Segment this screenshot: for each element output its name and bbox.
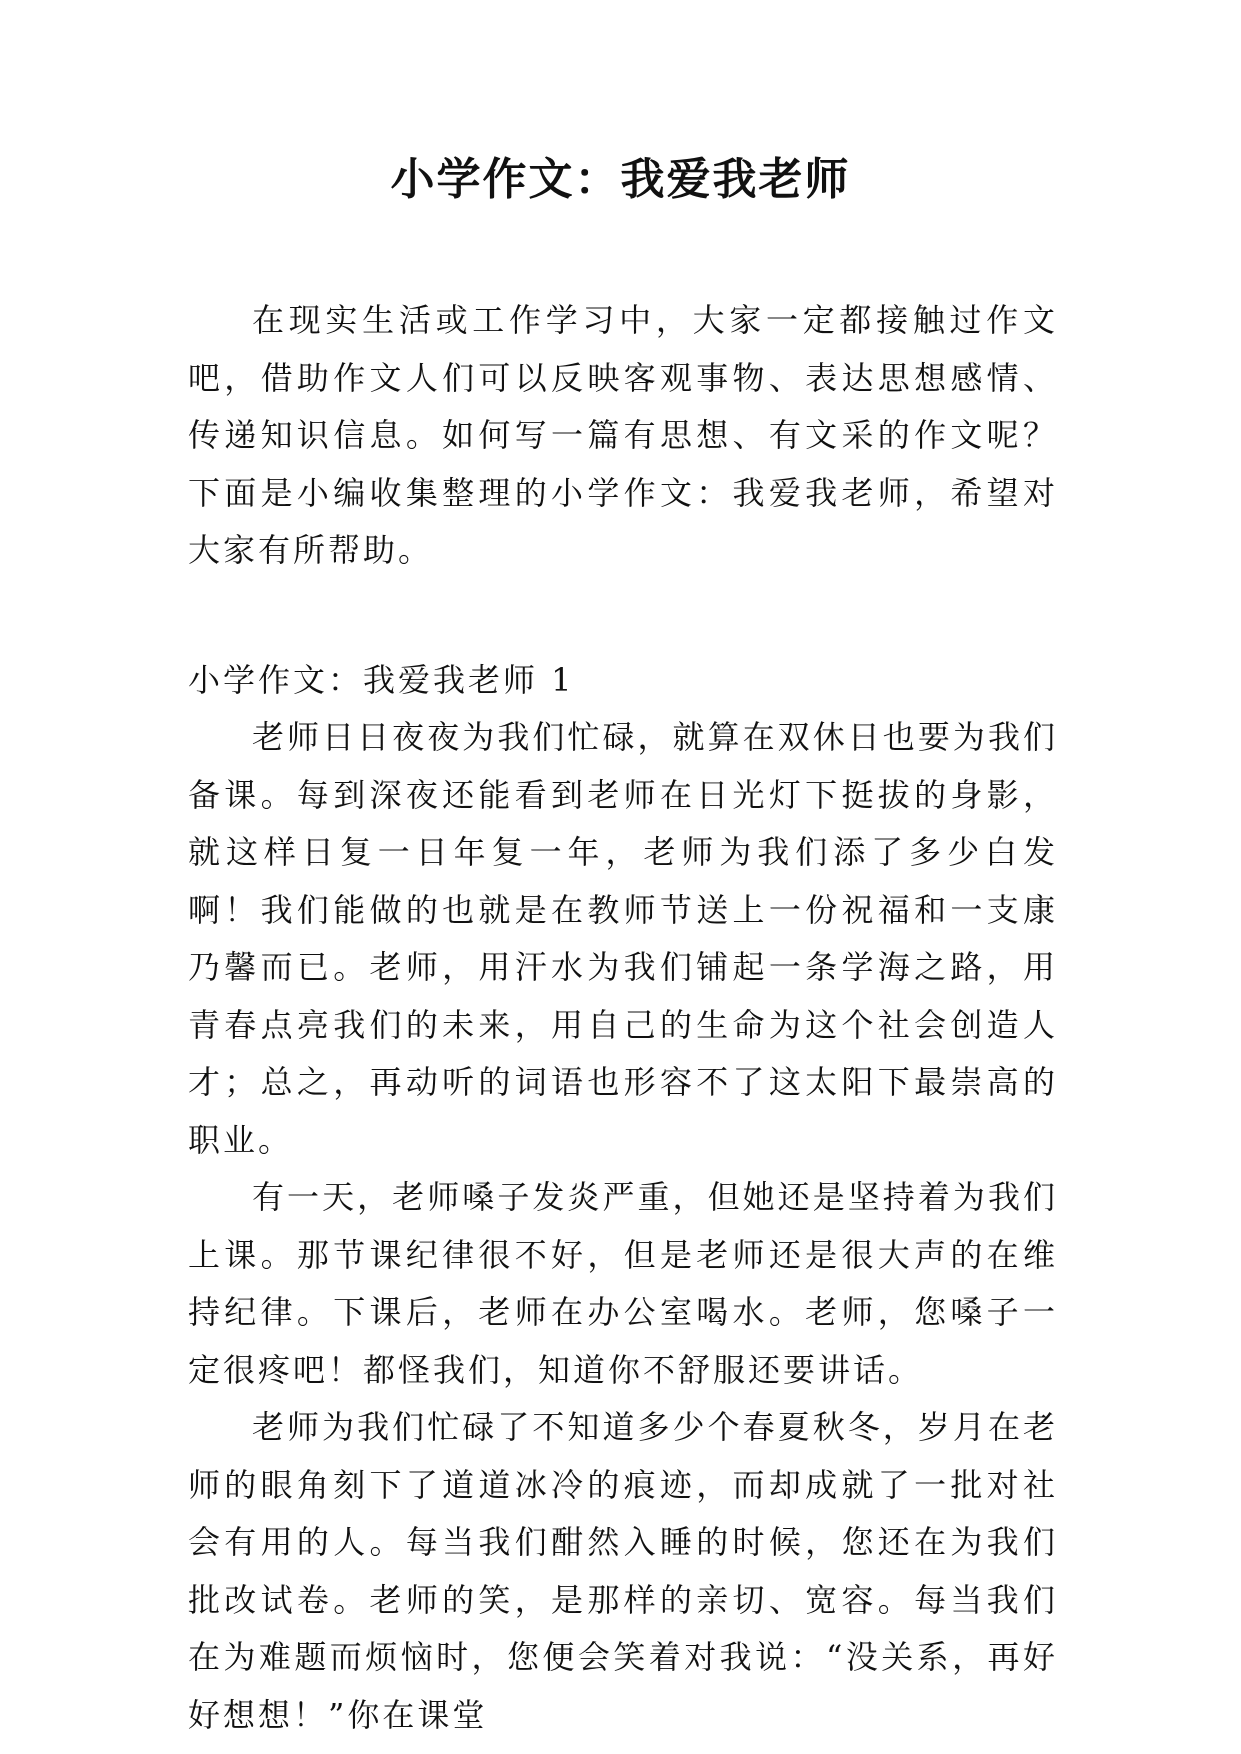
section-heading: 小学作文：我爱我老师 1 <box>188 660 575 699</box>
intro-paragraph: 在现实生活或工作学习中，大家一定都接触过作文吧，借助作文人们可以反映客观事物、表达思想感情、传递知识信息。如何写一篇有思想、有文采的作文呢？下面是小编收集整理的小学作文：我爱我老师，希望对大家有所帮助。 <box>188 301 1058 569</box>
body-paragraph-1: 老师日日夜夜为我们忙碌，就算在双休日也要为我们备课。每到深夜还能看到老师在日光灯下挺拔的身影，就这样日复一日年复一年，老师为我们添了多少白发啊！我们能做的也就是在教师节送上一份祝福和一支康乃馨而已。老师，用汗水为我们铺起一条学海之路，用青春点亮我们的未来，用自己的生命为这个社会创造人才；总之，再动听的词语也形容不了这太阳下最崇高的职业。 <box>188 718 1058 1159</box>
document-body <box>188 292 1058 1744</box>
section-spacer <box>188 580 1058 652</box>
document-title: 小学作文：我爱我老师 <box>390 154 851 205</box>
body-paragraph-2: 有一天，老师嗓子发炎严重，但她还是坚持着为我们上课。那节课纪律很不好，但是老师还是很大声的在维持纪律。下课后，老师在办公室喝水。老师，您嗓子一定很疼吧！都怪我们，知道你不舒服还要讲话。 <box>188 1178 1058 1389</box>
body-paragraph-3: 老师为我们忙碌了不知道多少个春夏秋冬，岁月在老师的眼角刻下了道道冰冷的痕迹，而却成就了一批对社会有用的人。每当我们酣然入睡的时候，您还在为我们批改试卷。老师的笑，是那样的亲切、宽容。每当我们在为难题而烦恼时，您便会笑着对我说：“没关系，再好好想想！”你在课堂 <box>188 1408 1058 1734</box>
